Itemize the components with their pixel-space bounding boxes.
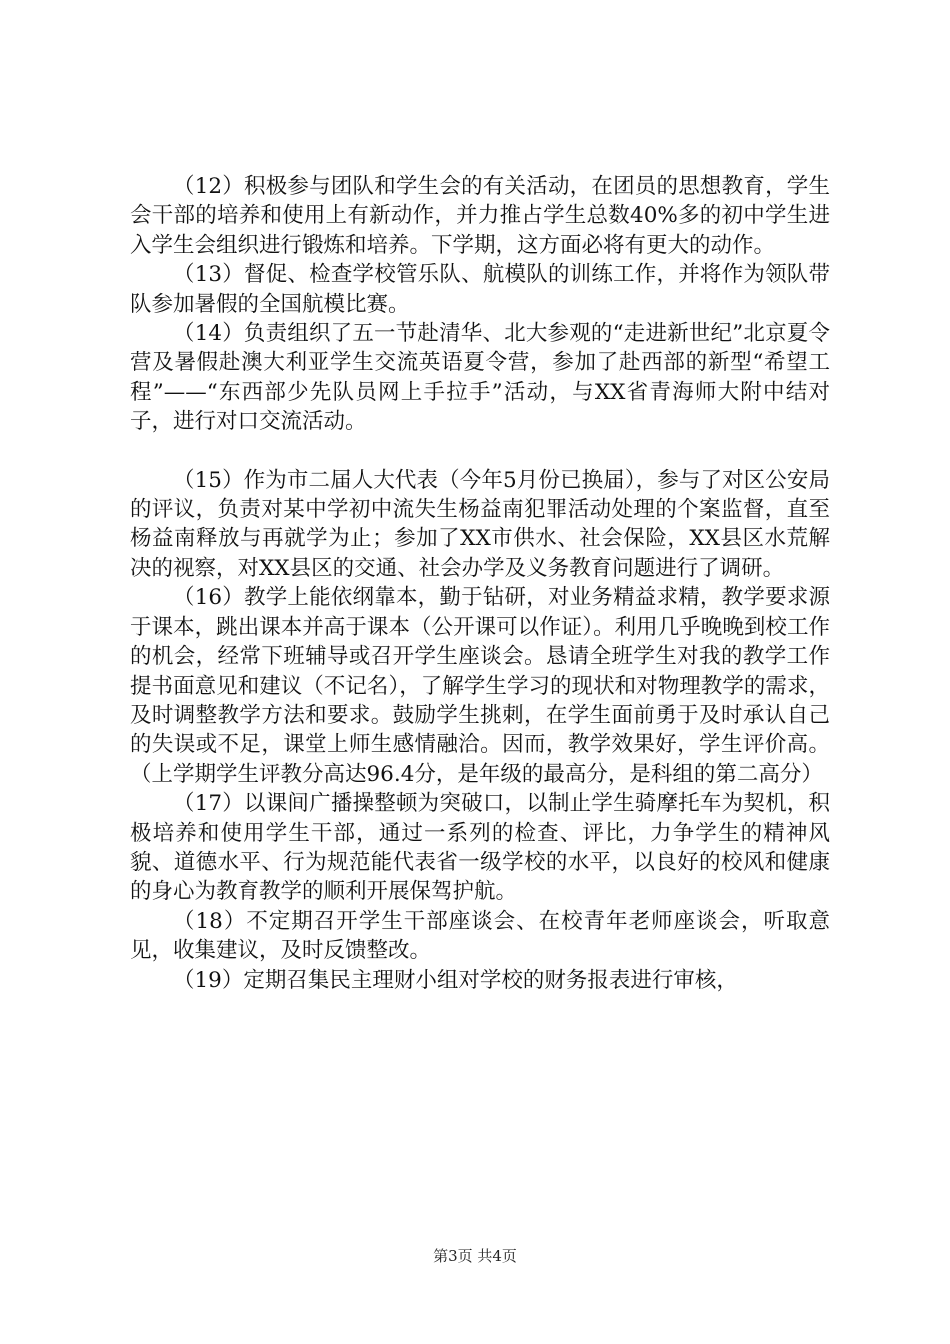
page-footer: 第3页 共4页 [433,1247,517,1265]
paragraph-16: （16）教学上能依纲靠本，勤于钻研，对业务精益求精，教学要求源于课本，跳出课本并高于课本（公开课可以作证）。利用几乎晚晚到校工作的机会，经常下班辅导或召开学生座谈会。恳请全班学生对我的教学工作提书面意见和建议（不记名），了解学生学习的现状和对物理教学的需求，及时调整教学方法和要求。鼓励学生挑刺，在学生面前勇于及时承认自己的失误或不足，课堂上师生感情融洽。因而，教学效果好，学生评价高。（上学期学生评教分高达96.4分，是年级的最高分，是科组的第二高分） [130,585,830,787]
paragraph-17: （17）以课间广播操整顿为突破口，以制止学生骑摩托车为契机，积极培养和使用学生干部，通过一系列的检查、评比，力争学生的精神风貌、道德水平、行为规范能代表省一级学校的水平，以良好的校风和健康的身心为教育教学的顺利开展保驾护航。 [130,791,830,905]
document-body [130,172,830,995]
paragraph-12: （12）积极参与团队和学生会的有关活动，在团员的思想教育，学生会干部的培养和使用上有新动作，并力推占学生总数40%多的初中学生进入学生会组织进行锻炼和培养。下学期，这方面必将有更大的动作。 [130,174,830,258]
paragraph-15: （15）作为市二届人大代表（今年5月份已换届），参与了对区公安局的评议，负责对某中学初中流失生杨益南犯罪活动处理的个案监督，直至杨益南释放与再就学为止；参加了XX市供水、社会保险，XX县区水荒解决的视察，对XX县区的交通、社会办学及义务教育问题进行了调研。 [130,467,830,581]
paragraph-19: （19）定期召集民主理财小组对学校的财务报表进行审核， [173,967,738,993]
paragraph-14: （14）负责组织了五一节赴清华、北大参观的“走进新世纪”北京夏令营及暑假赴澳大利亚学生交流英语夏令营，参加了赴西部的新型“希望工程”——“东西部少先队员网上手拉手”活动，与XX省青海师大附中结对子，进行对口交流活动。 [130,321,830,435]
paragraph-18: （18）不定期召开学生干部座谈会、在校青年老师座谈会，听取意见，收集建议，及时反馈整改。 [130,908,830,964]
paragraph-spacer [130,437,830,466]
paragraph-13: （13）督促、检查学校管乐队、航模队的训练工作，并将作为领队带队参加暑假的全国航模比赛。 [130,262,830,317]
